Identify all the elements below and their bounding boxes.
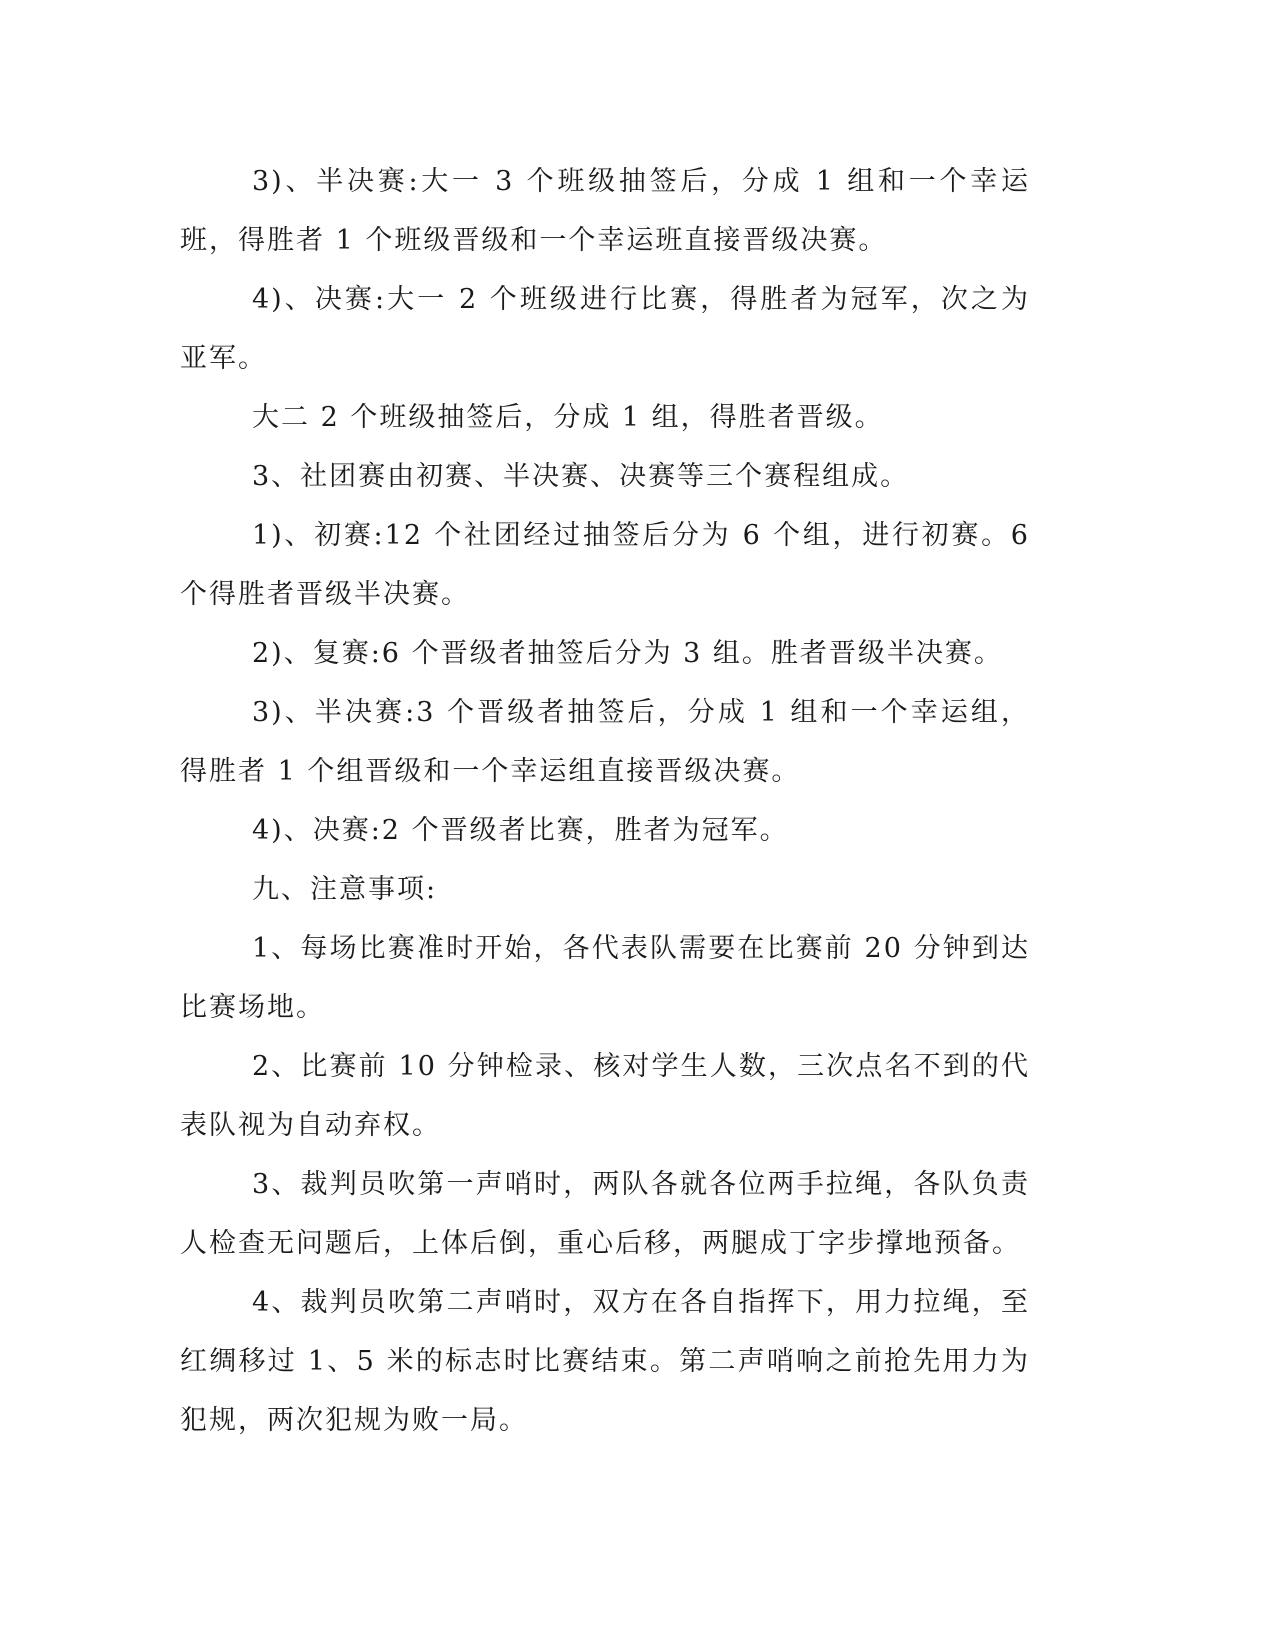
paragraph-note-4: 4、裁判员吹第二声哨时，双方在各自指挥下，用力拉绳，至红绸移过 1、5 米的标志时比赛结束。第二声哨响之前抢先用力为犯规，两次犯规为败一局。 [180,1287,1030,1436]
paragraph-final-freshman: 4)、决赛:大一 2 个班级进行比赛，得胜者为冠军，次之为亚军。 [180,284,1030,374]
paragraph-note-1: 1、每场比赛准时开始，各代表队需要在比赛前 20 分钟到达比赛场地。 [180,933,1030,1023]
paragraph-club-semifinal: 3)、半决赛:3 个晋级者抽签后，分成 1 组和一个幸运组，得胜者 1 个组晋级和一个幸运组直接晋级决赛。 [180,697,1030,787]
paragraph-note-2: 2、比赛前 10 分钟检录、核对学生人数，三次点名不到的代表队视为自动弃权。 [180,1051,1030,1141]
paragraph-club-competition: 3、社团赛由初赛、半决赛、决赛等三个赛程组成。 [252,461,910,492]
paragraph-club-second-round: 2)、复赛:6 个晋级者抽签后分为 3 组。胜者晋级半决赛。 [252,638,1003,669]
paragraph-sophomore-draw: 大二 2 个班级抽签后，分成 1 组，得胜者晋级。 [252,402,884,433]
paragraph-club-final: 4)、决赛:2 个晋级者比赛，胜者为冠军。 [252,815,789,846]
paragraph-semifinal-freshman: 3)、半决赛:大一 3 个班级抽签后，分成 1 组和一个幸运班，得胜者 1 个班级晋级和一个幸运班直接晋级决赛。 [180,166,1030,256]
paragraph-note-3: 3、裁判员吹第一声哨时，两队各就各位两手拉绳，各队负责人检查无问题后，上体后倒，重心后移，两腿成丁字步撑地预备。 [180,1169,1030,1259]
document-body [180,152,1030,1450]
section-heading-notes: 九、注意事项: [252,874,438,905]
paragraph-club-preliminary: 1)、初赛:12 个社团经过抽签后分为 6 个组，进行初赛。6 个得胜者晋级半决赛。 [180,520,1030,610]
